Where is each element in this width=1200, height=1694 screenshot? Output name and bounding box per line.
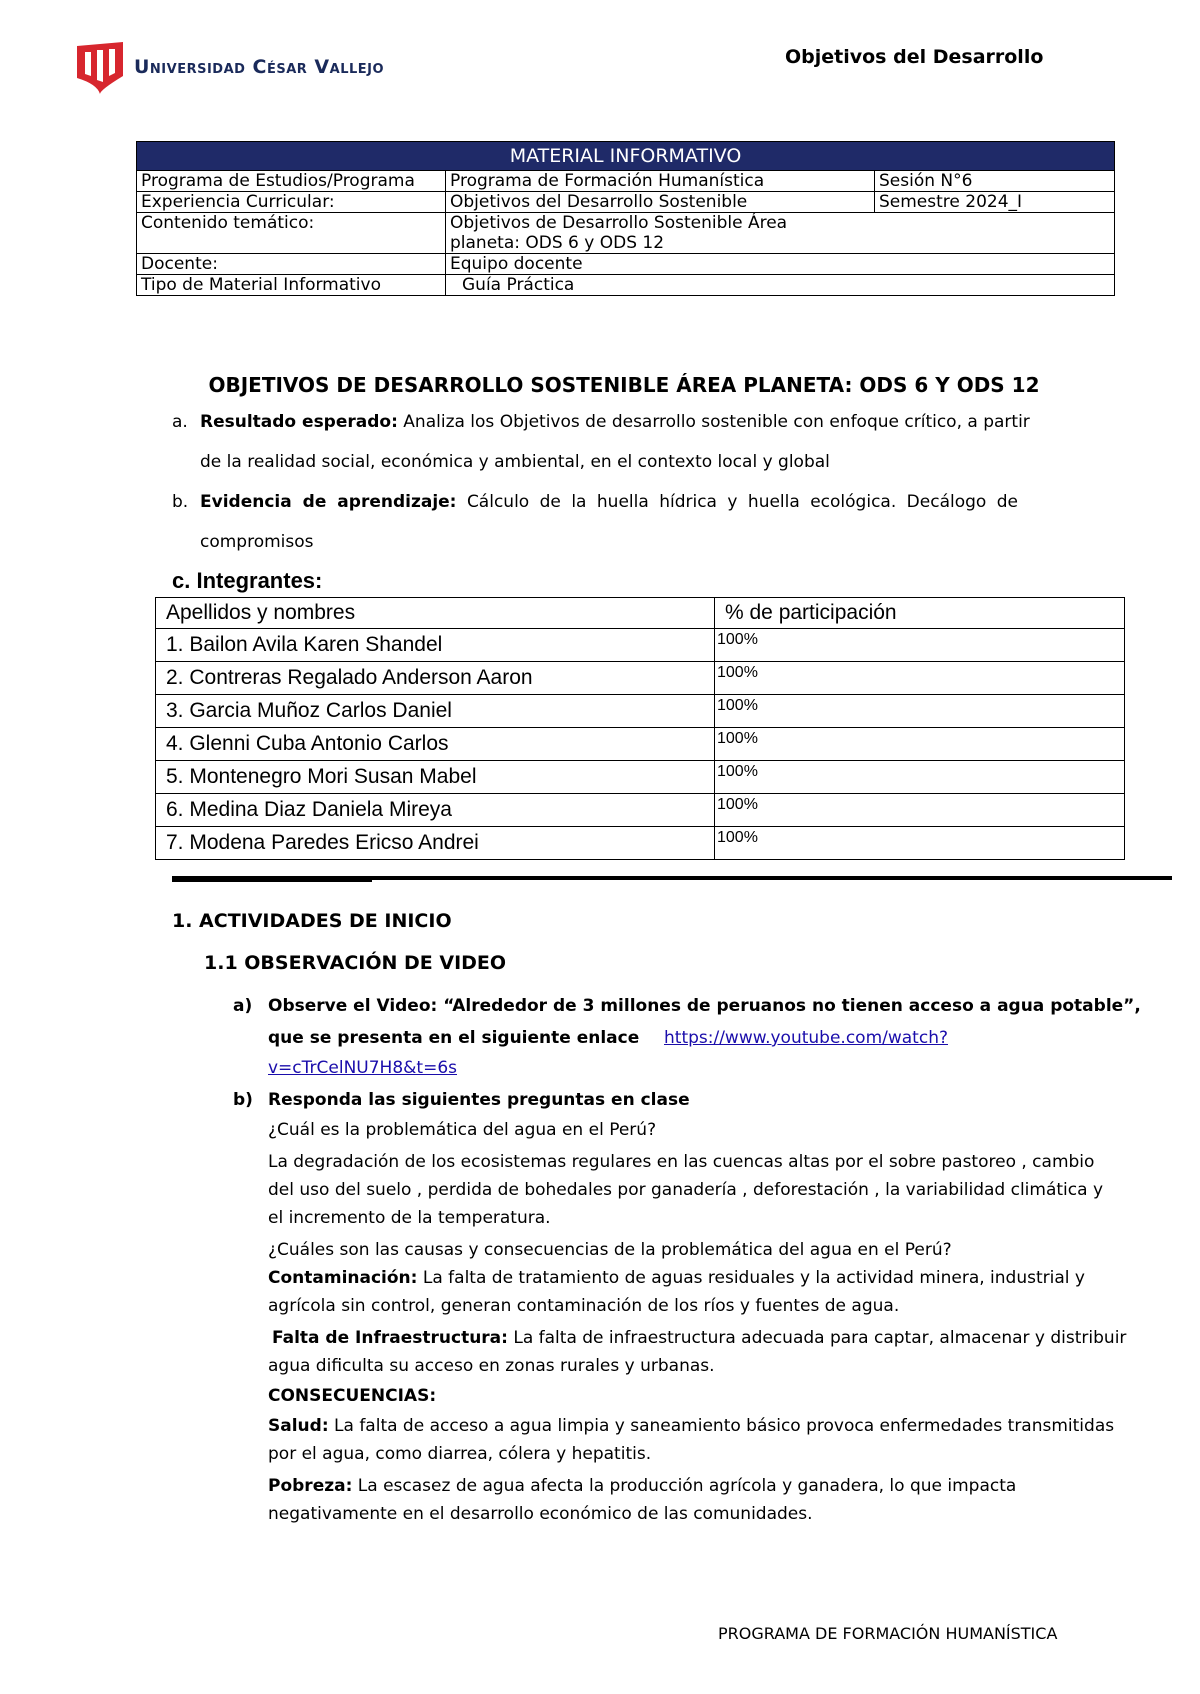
- member-name: 5. Montenegro Mori Susan Mabel: [156, 761, 715, 794]
- members-table: [155, 597, 1125, 860]
- item-b-text2: compromisos: [200, 532, 314, 552]
- content-value-line2: planeta: ODS 6 y ODS 12: [450, 233, 665, 253]
- video-instruction-text2: que se presenta en el siguiente enlace: [268, 1028, 640, 1048]
- col-name-header: Apellidos y nombres: [156, 598, 715, 629]
- item-a-text2: de la realidad social, económica y ambiental, en el contexto local y global: [200, 452, 830, 472]
- member-name: 4. Glenni Cuba Antonio Carlos: [156, 728, 715, 761]
- member-pct: 100%: [715, 794, 1125, 827]
- member-pct: 100%: [715, 728, 1125, 761]
- table-row: [156, 662, 1125, 695]
- program-value: Programa de Formación Humanística: [446, 171, 875, 192]
- session-value: Sesión N°6: [875, 171, 1115, 192]
- consequence-pobreza-line2: negativamente en el desarrollo económico de las comunidades.: [268, 1504, 813, 1524]
- content-label: Contenido temático:: [137, 213, 446, 254]
- member-name: 7. Modena Paredes Ericso Andrei: [156, 827, 715, 860]
- integrantes-label: c. Integrantes:: [172, 568, 323, 593]
- item-a-label: Resultado esperado:: [200, 412, 398, 432]
- video-link-part1[interactable]: https://www.youtube.com/watch?: [664, 1028, 948, 1048]
- cause-infra-line1: [272, 1324, 1126, 1352]
- consequence-pobreza-text1: La escasez de agua afecta la producción agrícola y ganadera, lo que impacta: [357, 1476, 1017, 1496]
- section-divider-accent: [172, 880, 372, 882]
- teacher-value: Equipo docente: [446, 254, 1115, 275]
- consequence-salud-line2: por el agua, como diarrea, cólera y hepatitis.: [268, 1444, 652, 1464]
- member-pct: 100%: [715, 629, 1125, 662]
- table-row: [156, 728, 1125, 761]
- type-label: Tipo de Material Informativo: [137, 275, 446, 296]
- video-link-part2[interactable]: v=cTrCelNU7H8&t=6s: [268, 1058, 457, 1078]
- answer-1-line1: La degradación de los ecosistemas regulares en las cuencas altas por el sobre pastoreo , cambio: [268, 1152, 1095, 1172]
- member-pct: 100%: [715, 695, 1125, 728]
- member-pct: 100%: [715, 662, 1125, 695]
- item-b-line1: [200, 482, 1018, 522]
- members-header-row: [156, 598, 1125, 629]
- cause-contaminacion-line1: [268, 1264, 1085, 1292]
- answer-1-line3: el incremento de la temperatura.: [268, 1208, 551, 1228]
- member-name: 1. Bailon Avila Karen Shandel: [156, 629, 715, 662]
- table-row: [156, 827, 1125, 860]
- cause-contaminacion-line2: agrícola sin control, generan contaminación de los ríos y fuentes de agua.: [268, 1296, 900, 1316]
- member-name: 3. Garcia Muñoz Carlos Daniel: [156, 695, 715, 728]
- cause-contaminacion-text1: La falta de tratamiento de aguas residuales y la actividad minera, industrial y: [422, 1268, 1085, 1288]
- semester-value: Semestre 2024_I: [875, 192, 1115, 213]
- item-a-marker: a.: [172, 412, 188, 432]
- questions-instruction: Responda las siguientes preguntas en clase: [268, 1090, 690, 1110]
- content-value-line1: Objetivos de Desarrollo Sostenible Área: [450, 213, 788, 233]
- course-value: Objetivos del Desarrollo Sostenible: [446, 192, 875, 213]
- table-row: [156, 761, 1125, 794]
- col-pct-header: % de participación: [715, 598, 1125, 629]
- university-logo: [75, 40, 125, 96]
- cause-contaminacion-label: Contaminación:: [268, 1268, 418, 1288]
- consequence-pobreza-label: Pobreza:: [268, 1476, 353, 1496]
- question-1: ¿Cuál es la problemática del agua en el Perú?: [268, 1120, 657, 1140]
- consequence-pobreza-line1: [268, 1472, 1016, 1500]
- table-row: [156, 695, 1125, 728]
- member-pct: 100%: [715, 761, 1125, 794]
- item-a-line1: [200, 402, 1030, 442]
- item-b-marker: b.: [172, 492, 189, 512]
- info-table-title: MATERIAL INFORMATIVO: [137, 142, 1115, 171]
- item-b-text1: Cálculo de la huella hídrica y huella ecológica. Decálogo de: [466, 492, 1018, 512]
- university-name: Universidad César Vallejo: [134, 56, 385, 78]
- main-title: OBJETIVOS DE DESARROLLO SOSTENIBLE ÁREA PLANETA: ODS 6 Y ODS 12: [208, 373, 1040, 397]
- sub-a-marker: a): [233, 996, 253, 1016]
- video-instruction-line2: [268, 1024, 639, 1052]
- consequence-salud-label: Salud:: [268, 1416, 329, 1436]
- course-label: Experiencia Curricular:: [137, 192, 446, 213]
- cause-infra-line2: agua dificulta su acceso en zonas rurales y urbanas.: [268, 1356, 715, 1376]
- video-instruction-line1: Observe el Video: “Alrededor de 3 millones de peruanos no tienen acceso a agua potable”,: [268, 996, 1141, 1016]
- member-name: 6. Medina Diaz Daniela Mireya: [156, 794, 715, 827]
- document-header-title: Objetivos del Desarrollo: [785, 46, 1044, 68]
- program-label: Programa de Estudios/Programa: [137, 171, 446, 192]
- teacher-label: Docente:: [137, 254, 446, 275]
- consequence-salud-text1: La falta de acceso a agua limpia y saneamiento básico provoca enfermedades transmitidas: [334, 1416, 1115, 1436]
- page-footer: PROGRAMA DE FORMACIÓN HUMANÍSTICA: [718, 1624, 1058, 1643]
- question-2: ¿Cuáles son las causas y consecuencias de la problemática del agua en el Perú?: [268, 1240, 952, 1260]
- member-pct: 100%: [715, 827, 1125, 860]
- cause-infra-label: Falta de Infraestructura:: [272, 1328, 508, 1348]
- cause-infra-text1: La falta de infraestructura adecuada para captar, almacenar y distribuir: [513, 1328, 1127, 1348]
- info-table: [136, 141, 1115, 296]
- table-row: [156, 794, 1125, 827]
- answer-1-line2: del uso del suelo , perdida de bohedales por ganadería , deforestación , la variabilidad climática y: [268, 1180, 1104, 1200]
- consequences-heading: CONSECUENCIAS:: [268, 1386, 437, 1406]
- type-value: Guía Práctica: [446, 275, 1115, 296]
- item-b-label: Evidencia de aprendizaje:: [200, 492, 457, 512]
- table-row: [156, 629, 1125, 662]
- content-value: [446, 213, 1115, 254]
- consequence-salud-line1: [268, 1412, 1114, 1440]
- section-1-title: 1. ACTIVIDADES DE INICIO: [172, 910, 452, 932]
- sub-b-marker: b): [233, 1090, 253, 1110]
- item-a-text1: Analiza los Objetivos de desarrollo sostenible con enfoque crítico, a partir: [403, 412, 1030, 432]
- section-1-1-title: 1.1 OBSERVACIÓN DE VIDEO: [204, 952, 507, 974]
- member-name: 2. Contreras Regalado Anderson Aaron: [156, 662, 715, 695]
